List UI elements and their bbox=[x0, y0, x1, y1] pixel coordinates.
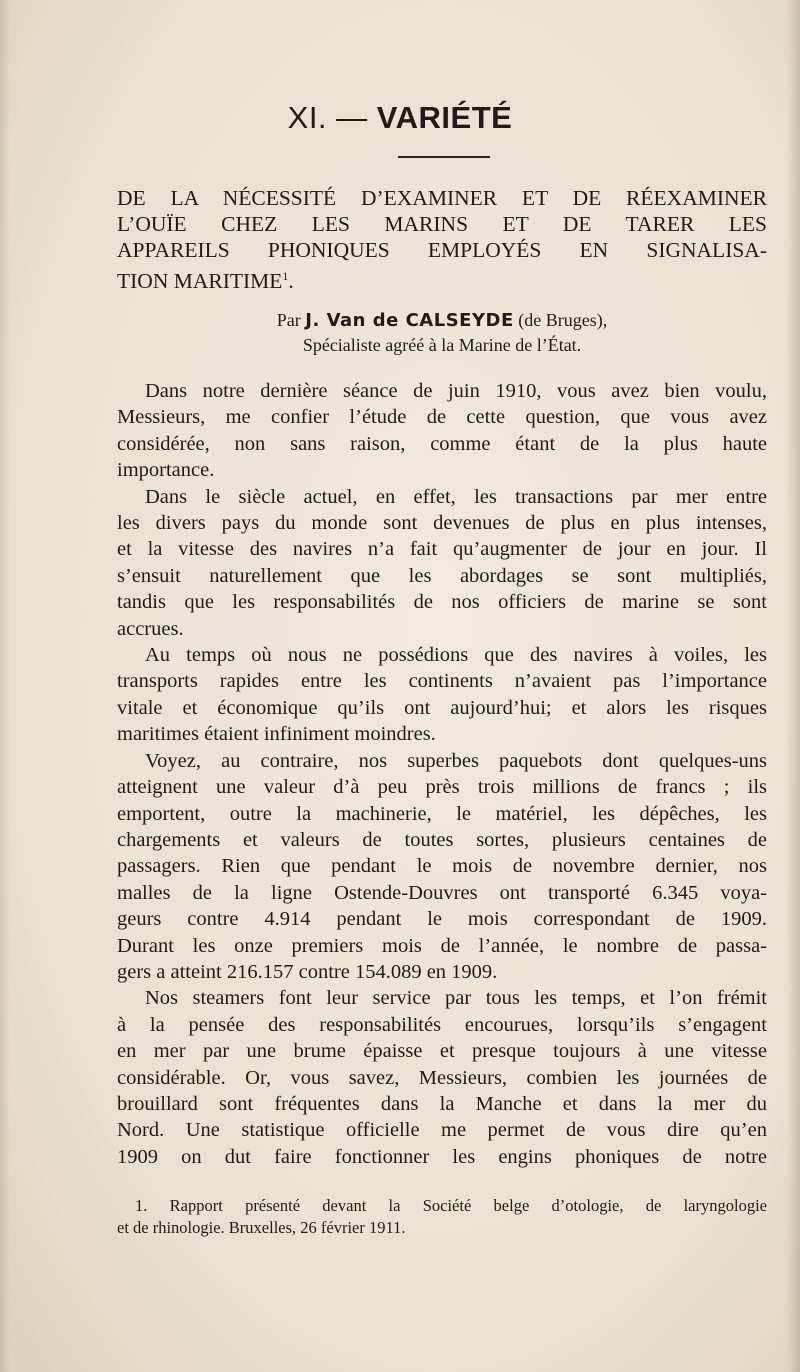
body-line: s’ensuit naturellement que les abordages se sont multipliés, bbox=[117, 564, 767, 587]
body-line: Au temps où nous ne possédions que des navires à voiles, les bbox=[145, 644, 767, 667]
byline-author-line bbox=[117, 308, 767, 333]
body-line: transports rapides entre les continents n’avaient pas l’importance bbox=[117, 670, 767, 693]
byline bbox=[117, 308, 767, 357]
title-divider bbox=[398, 156, 490, 158]
author-affiliation: Spécialiste agréé à la Marine de l’État. bbox=[302, 335, 582, 355]
page-edge-shadow-left bbox=[0, 0, 10, 1372]
body-line: considérable. Or, vous savez, Messieurs, combien les journées de bbox=[117, 1066, 767, 1089]
body-line: tandis que les responsabilités de nos officiers de marine se sont bbox=[117, 591, 767, 614]
body-line: 1909 on dut faire fonctionner les engins phoniques de notre bbox=[117, 1145, 767, 1168]
body-line: brouillard sont fréquentes dans la Manche et dans la mer du bbox=[117, 1092, 767, 1115]
body-line: Durant les onze premiers mois de l’année, le nombre de passa- bbox=[117, 934, 767, 957]
footnote-line: 1. Rapport présenté devant la Société belge d’otologie, de laryngologie bbox=[135, 1196, 767, 1215]
section-title: VARIÉTÉ bbox=[376, 100, 513, 135]
body-line: atteignent une valeur d’à peu près trois millions de francs ; ils bbox=[117, 776, 767, 799]
body-line: Dans notre dernière séance de juin 1910, vous avez bien voulu, bbox=[145, 380, 767, 402]
body-line: chargements et valeurs de toutes sortes, plusieurs centaines de bbox=[117, 828, 767, 851]
author-location: (de Bruges), bbox=[518, 310, 608, 330]
body-line: considérée, non sans raison, comme étant de la plus haute bbox=[117, 432, 767, 455]
body-line: les divers pays du monde sont devenues de plus en plus intenses, bbox=[117, 512, 767, 535]
body-line: et la vitesse des navires n’a fait qu’augmenter de jour en jour. Il bbox=[117, 538, 767, 561]
body-line: maritimes étaient infiniment moindres. bbox=[117, 723, 436, 746]
body-line: geurs contre 4.914 pendant le mois correspondant de 1909. bbox=[117, 908, 767, 931]
article-title-line: TION MARITIME bbox=[117, 269, 283, 293]
section-heading bbox=[0, 100, 800, 136]
article-title-line: APPAREILS PHONIQUES EMPLOYÉS EN SIGNALISA- bbox=[117, 238, 767, 262]
body-line: accrues. bbox=[117, 617, 184, 640]
body-line: à la pensée des responsabilités encourues, lorsqu’ils s’engagent bbox=[117, 1013, 767, 1036]
body-line: passagers. Rien que pendant le mois de novembre dernier, nos bbox=[117, 855, 767, 878]
body-line: gers a atteint 216.157 contre 154.089 en 1909. bbox=[117, 960, 498, 983]
page-edge-shadow-right bbox=[786, 0, 800, 1372]
body-line: Nord. Une statistique officielle me permet de vous dire qu’en bbox=[117, 1119, 767, 1142]
article-title-line: DE LA NÉCESSITÉ D’EXAMINER ET DE RÉEXAMINER bbox=[117, 186, 767, 210]
article-title-line-last: TION MARITIME$^1$. bbox=[117, 269, 294, 293]
body-line: vitale et économique qu’ils ont aujourd’hui; et alors les risques bbox=[117, 696, 767, 719]
footnote bbox=[117, 1195, 767, 1239]
body-line: Nos steamers font leur service par tous les temps, et l’on frémit bbox=[145, 987, 767, 1010]
body-line: Dans le siècle actuel, en effet, les transactions par mer entre bbox=[145, 485, 767, 508]
body-line: Messieurs, me confier l’étude de cette question, que vous avez bbox=[117, 406, 767, 429]
article-title-line: L’OUÏE CHEZ LES MARINS ET DE TARER LES bbox=[117, 212, 767, 236]
footnote-line: et de rhinologie. Bruxelles, 26 février 1911. bbox=[117, 1218, 406, 1237]
article-title bbox=[117, 185, 767, 294]
author-name: J. Van de CALSEYDE bbox=[305, 310, 514, 331]
article-body bbox=[117, 378, 767, 1170]
body-line: malles de la ligne Ostende-Douvres ont transporté 6.345 voya- bbox=[117, 881, 767, 904]
body-line: en mer par une brume épaisse et presque toujours à une vitesse bbox=[117, 1040, 767, 1063]
byline-prefix: Par bbox=[276, 310, 301, 330]
section-number: XI. — bbox=[287, 100, 368, 135]
body-line: Voyez, au contraire, nos superbes paquebots dont quelques-uns bbox=[145, 749, 767, 772]
footnote-marker: 1 bbox=[282, 269, 289, 283]
body-line: importance. bbox=[117, 459, 215, 482]
body-line: emportent, outre la machinerie, le matériel, les dépêches, les bbox=[117, 802, 767, 825]
